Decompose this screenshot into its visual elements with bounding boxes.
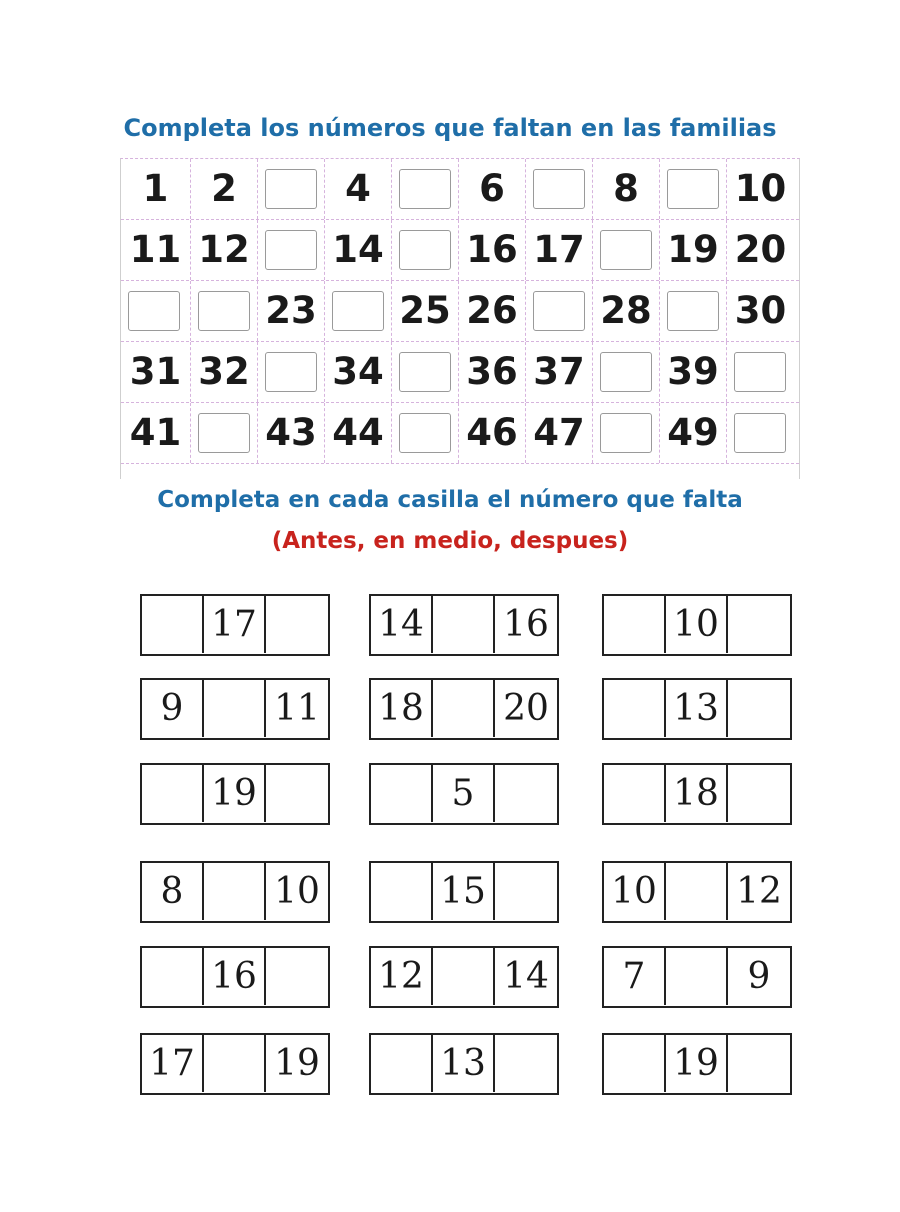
sequence-number: 13 <box>666 680 728 737</box>
blank-answer-cell[interactable] <box>371 863 433 920</box>
grid-cell <box>660 403 727 463</box>
grid-cell <box>727 342 794 402</box>
sequence-number: 14 <box>371 596 433 653</box>
grid-cell <box>459 403 526 463</box>
title-missing-number: Completa en cada casilla el número que falta <box>157 487 743 513</box>
title-families: Completa los números que faltan en las familias <box>123 114 777 142</box>
grid-cell <box>325 403 392 463</box>
grid-row <box>121 403 799 464</box>
blank-answer-box[interactable] <box>600 230 652 270</box>
sequence-number: 5 <box>433 765 495 822</box>
sequence-number: 18 <box>666 765 728 822</box>
sequence-number: 15 <box>433 863 495 920</box>
blank-answer-cell[interactable] <box>604 765 666 822</box>
grid-number: 23 <box>265 289 317 332</box>
grid-cell <box>660 281 727 341</box>
grid-cell <box>191 342 258 402</box>
grid-cell <box>258 281 325 341</box>
blank-answer-box[interactable] <box>533 169 585 209</box>
sequence-box <box>602 861 792 923</box>
grid-cell <box>121 281 191 341</box>
blank-answer-box[interactable] <box>399 169 451 209</box>
grid-number: 1 <box>142 167 169 210</box>
grid-cell <box>727 159 794 219</box>
grid-cell <box>392 281 459 341</box>
blank-answer-box[interactable] <box>734 352 786 392</box>
blank-answer-box[interactable] <box>399 230 451 270</box>
sequence-box <box>369 946 559 1008</box>
grid-cell <box>325 220 392 280</box>
blank-answer-box[interactable] <box>399 352 451 392</box>
sequence-number: 10 <box>274 871 320 912</box>
sequence-number: 13 <box>433 1035 495 1092</box>
blank-answer-cell[interactable] <box>495 765 557 822</box>
sequence-number: 12 <box>371 948 433 1005</box>
grid-cell <box>660 220 727 280</box>
grid-cell <box>593 403 660 463</box>
grid-cell <box>258 159 325 219</box>
sequence-box <box>140 1033 330 1095</box>
grid-cell <box>325 159 392 219</box>
blank-answer-box[interactable] <box>667 169 719 209</box>
sequence-number: 20 <box>503 688 549 729</box>
blank-answer-cell[interactable] <box>433 948 495 1005</box>
grid-number: 11 <box>129 228 182 271</box>
sequence-box <box>369 594 559 656</box>
blank-answer-cell[interactable] <box>604 680 666 737</box>
sequence-number: 7 <box>604 948 666 1005</box>
blank-answer-box[interactable] <box>332 291 384 331</box>
sequence-number: 16 <box>204 948 266 1005</box>
grid-number: 34 <box>332 350 384 393</box>
sequence-number: 12 <box>736 871 782 912</box>
grid-cell <box>121 403 191 463</box>
grid-number: 10 <box>734 167 787 210</box>
blank-answer-cell[interactable] <box>266 948 328 1005</box>
blank-answer-cell[interactable] <box>142 948 204 1005</box>
sequence-number: 18 <box>371 680 433 737</box>
grid-cell <box>392 220 459 280</box>
blank-answer-cell[interactable] <box>433 596 495 653</box>
blank-answer-cell[interactable] <box>604 596 666 653</box>
grid-number: 25 <box>399 289 451 332</box>
grid-cell <box>191 220 258 280</box>
grid-number: 19 <box>667 228 719 271</box>
grid-cell <box>121 342 191 402</box>
sequence-number: 9 <box>142 680 204 737</box>
blank-answer-cell[interactable] <box>604 1035 666 1092</box>
grid-cell <box>191 281 258 341</box>
grid-cell <box>191 159 258 219</box>
blank-answer-box[interactable] <box>600 413 652 453</box>
sequence-box <box>602 594 792 656</box>
grid-number: 37 <box>533 350 585 393</box>
grid-cell <box>526 342 593 402</box>
blank-answer-box[interactable] <box>198 413 250 453</box>
grid-cell <box>727 220 794 280</box>
grid-cell <box>392 159 459 219</box>
grid-cell <box>526 220 593 280</box>
sequence-number: 17 <box>204 596 266 653</box>
grid-number: 49 <box>667 411 719 454</box>
blank-answer-box[interactable] <box>265 169 317 209</box>
grid-number: 44 <box>332 411 384 454</box>
grid-cell <box>325 281 392 341</box>
grid-cell <box>459 220 526 280</box>
blank-answer-cell[interactable] <box>495 1035 557 1092</box>
grid-number: 14 <box>332 228 384 271</box>
blank-answer-cell[interactable] <box>666 863 728 920</box>
grid-cell <box>526 281 593 341</box>
number-grid <box>120 158 800 479</box>
grid-number: 8 <box>613 167 639 210</box>
grid-number: 17 <box>533 228 585 271</box>
grid-cell <box>727 281 794 341</box>
blank-answer-cell[interactable] <box>142 765 204 822</box>
sequence-box <box>369 1033 559 1095</box>
grid-cell <box>258 403 325 463</box>
grid-row <box>121 281 799 342</box>
sequence-number: 14 <box>503 956 549 997</box>
grid-number: 2 <box>211 167 237 210</box>
grid-cell <box>258 342 325 402</box>
blank-answer-cell[interactable] <box>371 1035 433 1092</box>
grid-number: 36 <box>466 350 518 393</box>
sequence-number: 19 <box>204 765 266 822</box>
grid-cell <box>392 403 459 463</box>
blank-answer-cell[interactable] <box>728 1035 790 1092</box>
blank-answer-box[interactable] <box>600 352 652 392</box>
grid-cell <box>191 403 258 463</box>
grid-cell <box>392 342 459 402</box>
blank-answer-cell[interactable] <box>728 596 790 653</box>
blank-answer-box[interactable] <box>399 413 451 453</box>
sequence-number: 9 <box>747 956 771 997</box>
blank-answer-box[interactable] <box>533 291 585 331</box>
sequence-number: 19 <box>274 1043 320 1084</box>
grid-number: 6 <box>479 167 505 210</box>
grid-cell <box>593 159 660 219</box>
grid-cell <box>660 159 727 219</box>
grid-number: 12 <box>198 228 250 271</box>
grid-number: 31 <box>129 350 182 393</box>
blank-answer-cell[interactable] <box>371 765 433 822</box>
blank-answer-box[interactable] <box>265 230 317 270</box>
grid-cell <box>593 220 660 280</box>
grid-cell <box>593 281 660 341</box>
grid-cell <box>121 159 191 219</box>
sequence-box <box>602 678 792 740</box>
blank-answer-cell[interactable] <box>204 1035 266 1092</box>
blank-answer-box[interactable] <box>198 291 250 331</box>
sequence-number: 19 <box>666 1035 728 1092</box>
sequence-box <box>369 763 559 825</box>
sequence-number: 16 <box>503 604 549 645</box>
grid-number: 43 <box>265 411 317 454</box>
grid-cell <box>593 342 660 402</box>
subtitle-before-middle-after: (Antes, en medio, despues) <box>271 528 629 554</box>
sequence-box <box>140 946 330 1008</box>
sequence-box <box>602 946 792 1008</box>
grid-cell <box>459 342 526 402</box>
grid-cell <box>526 159 593 219</box>
sequence-box <box>140 861 330 923</box>
grid-number: 20 <box>734 228 787 271</box>
sequence-box <box>140 763 330 825</box>
blank-answer-cell[interactable] <box>204 680 266 737</box>
sequence-box <box>602 1033 792 1095</box>
blank-answer-cell[interactable] <box>204 863 266 920</box>
sequence-number: 8 <box>142 863 204 920</box>
sequence-number: 11 <box>274 688 320 729</box>
blank-answer-cell[interactable] <box>142 596 204 653</box>
sequence-box <box>369 861 559 923</box>
grid-row <box>121 159 799 220</box>
sequence-box <box>369 678 559 740</box>
blank-answer-box[interactable] <box>265 352 317 392</box>
sequence-number: 17 <box>142 1035 204 1092</box>
blank-answer-box[interactable] <box>734 413 786 453</box>
grid-number: 32 <box>198 350 250 393</box>
grid-number: 41 <box>129 411 182 454</box>
sequence-number: 10 <box>604 863 666 920</box>
blank-answer-cell[interactable] <box>728 680 790 737</box>
grid-number: 47 <box>533 411 585 454</box>
blank-answer-cell[interactable] <box>433 680 495 737</box>
blank-answer-box[interactable] <box>667 291 719 331</box>
grid-cell <box>459 281 526 341</box>
grid-number: 16 <box>466 228 518 271</box>
blank-answer-cell[interactable] <box>266 765 328 822</box>
grid-row <box>121 220 799 281</box>
grid-number: 26 <box>466 289 518 332</box>
blank-answer-cell[interactable] <box>728 765 790 822</box>
grid-cell <box>459 159 526 219</box>
sequence-box <box>140 678 330 740</box>
grid-cell <box>727 403 794 463</box>
sequence-box <box>602 763 792 825</box>
blank-answer-box[interactable] <box>128 291 180 331</box>
grid-cell <box>325 342 392 402</box>
grid-number: 30 <box>734 289 787 332</box>
grid-number: 39 <box>667 350 719 393</box>
sequence-box <box>140 594 330 656</box>
grid-cell <box>660 342 727 402</box>
blank-answer-cell[interactable] <box>495 863 557 920</box>
grid-number: 46 <box>466 411 518 454</box>
grid-row <box>121 342 799 403</box>
grid-number: 28 <box>600 289 652 332</box>
sequence-number: 10 <box>666 596 728 653</box>
grid-cell <box>258 220 325 280</box>
blank-answer-cell[interactable] <box>666 948 728 1005</box>
grid-cell <box>121 220 191 280</box>
grid-number: 4 <box>345 167 371 210</box>
grid-cell <box>526 403 593 463</box>
blank-answer-cell[interactable] <box>266 596 328 653</box>
